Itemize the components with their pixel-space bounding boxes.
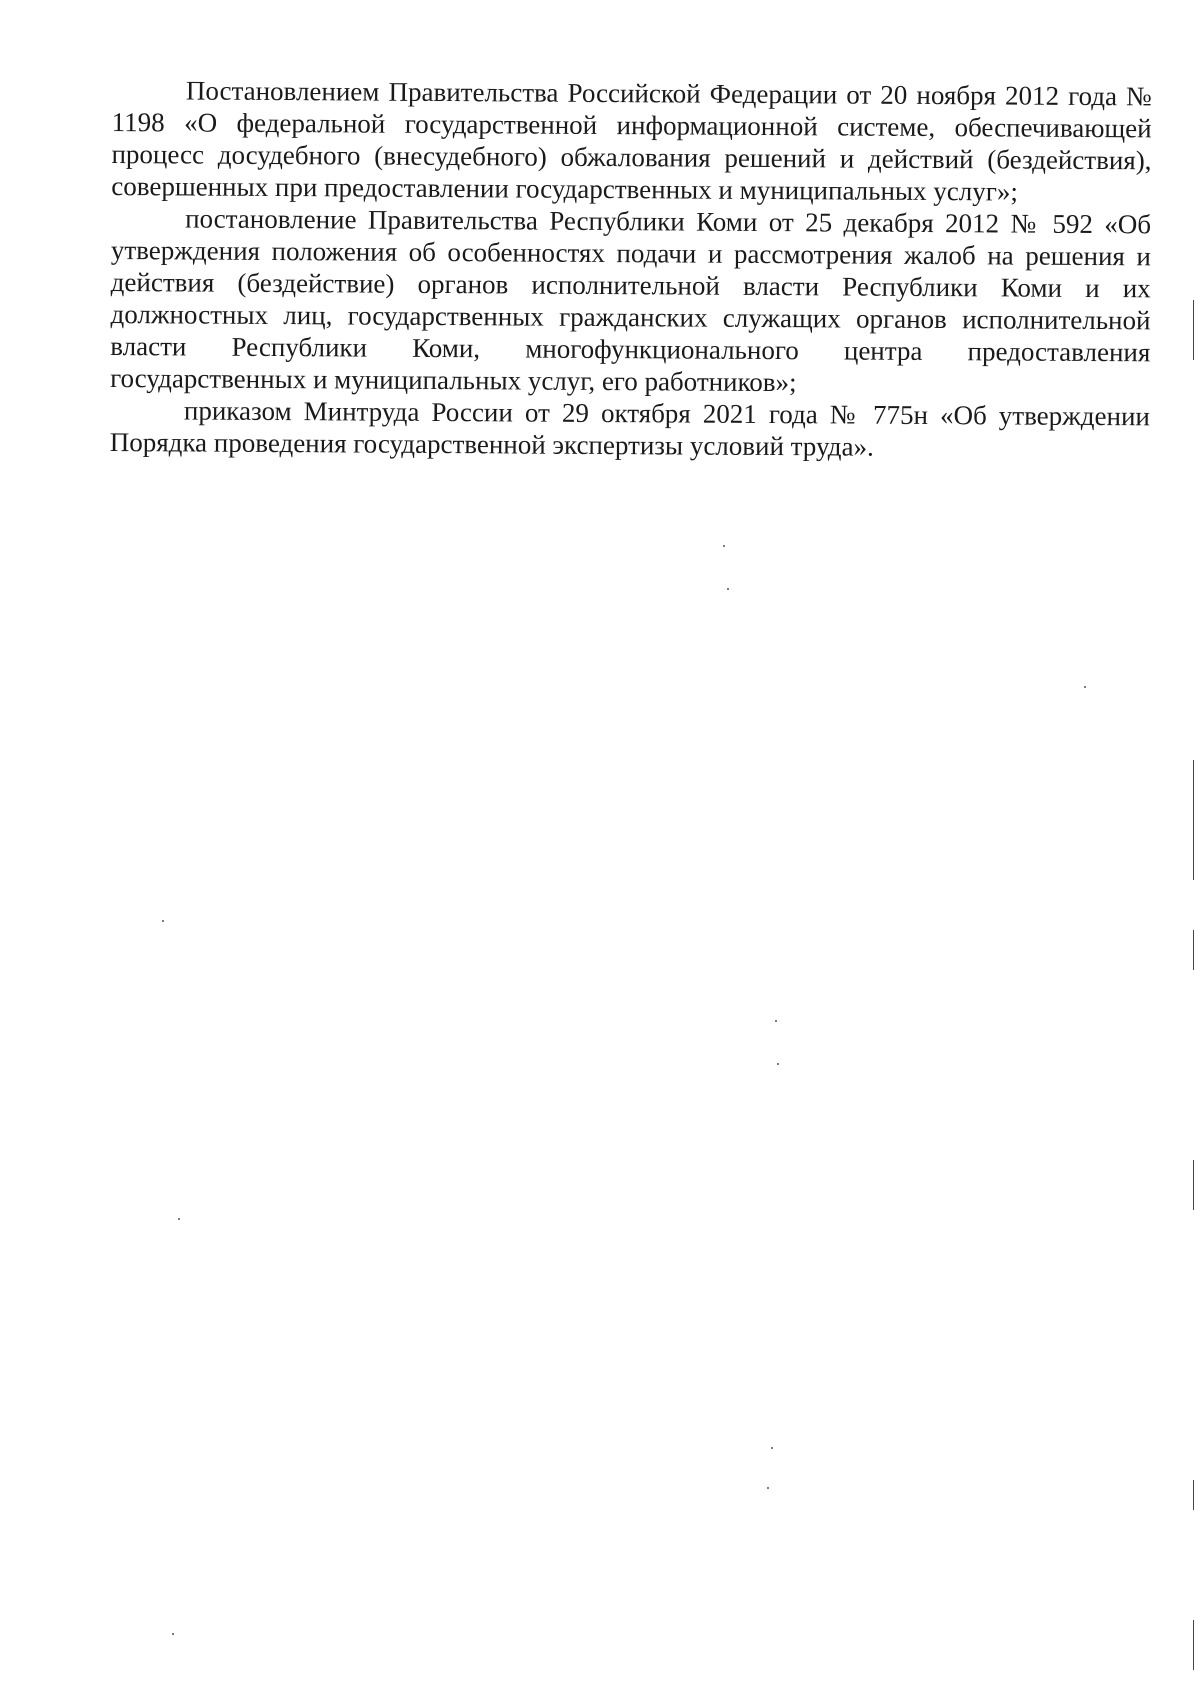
- scan-speck: [178, 1218, 180, 1220]
- paragraph-2: постановление Правительства Республики Коми от 25 декабря 2012 № 592 «Об утверждения положения об особенностях подачи и рассмотрения жалоб на решения и действия (бездействие) органов исполнительной власти Республики Коми и их должностных лиц, государственных гражданских служащих органов исполнительной власти Республики Коми, многофункционального центра предоставления государственных и муниципальных услуг, его работников»;: [110, 203, 1152, 398]
- scan-speck: [767, 1487, 769, 1489]
- scan-edge-mark: [1193, 1160, 1194, 1210]
- document-body: [110, 74, 1152, 464]
- scan-speck: [1084, 686, 1086, 688]
- scan-edge-mark: [1193, 760, 1194, 880]
- scan-speck: [172, 1633, 174, 1635]
- paragraph-3: приказом Минтруда России от 29 октября 2021 года № 775н «Об утверждении Порядка проведения государственной экспертизы условий труда».: [109, 395, 1151, 462]
- scan-speck: [162, 920, 164, 922]
- scan-edge-mark: [1193, 300, 1194, 360]
- scan-edge-mark: [1193, 930, 1194, 970]
- scan-speck: [775, 1020, 777, 1022]
- paragraph-1: Постановлением Правительства Российской Федерации от 20 ноября 2012 года № 1198 «О федеральной государственной информационной системе, обеспечивающей процесс досудебного (внесудебного) обжалования решений и действий (бездействия), совершенных при предоставлении государственных и муниципальных услуг»;: [111, 75, 1152, 207]
- scan-edge-mark: [1193, 1480, 1194, 1510]
- scan-speck: [723, 545, 725, 547]
- scan-speck: [771, 1447, 773, 1449]
- scan-speck: [777, 1063, 779, 1065]
- scan-speck: [727, 588, 729, 590]
- scan-edge-mark: [1193, 1620, 1194, 1670]
